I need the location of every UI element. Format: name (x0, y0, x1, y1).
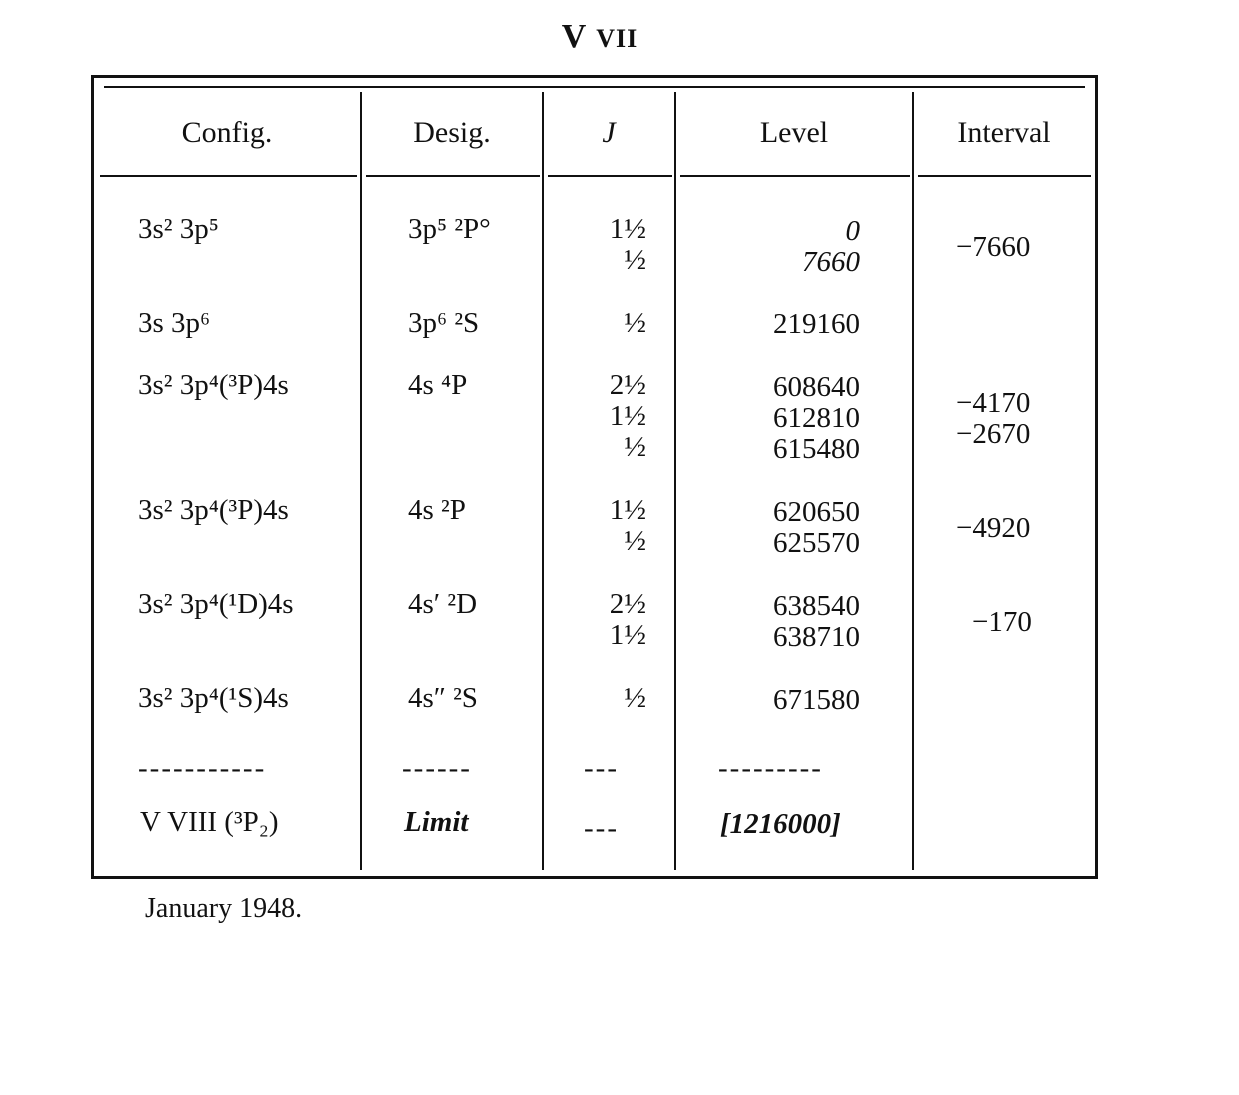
limit-label: Limit (404, 806, 469, 838)
j-cell: 1½ (609, 213, 646, 245)
header-rule (918, 175, 1091, 177)
level-table (91, 75, 1098, 879)
config-cell: 3s² 3p⁴(¹S)4s (138, 682, 289, 714)
config-cell: 3s² 3p⁵ (138, 213, 219, 245)
j-cell: 2½ (609, 588, 646, 620)
interval-cell: −2670 (956, 418, 1031, 450)
header-rule (100, 175, 357, 177)
j-cell: ½ (624, 682, 646, 714)
separator-dashes: --- (584, 752, 619, 784)
interval-cell: −170 (972, 606, 1032, 638)
config-cell: 3s² 3p⁴(³P)4s (138, 369, 289, 401)
level-cell: 219160 (773, 308, 860, 340)
interval-cell: −7660 (956, 231, 1031, 263)
desig-cell: 4s ⁴P (408, 369, 468, 401)
level-cell: 7660 (802, 246, 860, 278)
j-cell: 2½ (609, 369, 646, 401)
column-header-j: J (602, 116, 616, 149)
limit-j: --- (584, 812, 619, 844)
config-cell: 3s² 3p⁴(³P)4s (138, 494, 289, 526)
column-divider (912, 92, 914, 870)
desig-cell: 3p⁵ ²P° (408, 213, 491, 245)
date-footer: January 1948. (145, 893, 303, 924)
header-rule (680, 175, 910, 177)
j-cell: ½ (624, 431, 646, 463)
column-divider (360, 92, 362, 870)
separator-dashes: ------ (402, 752, 472, 784)
level-cell: 615480 (773, 433, 860, 465)
separator-dashes: ----------- (138, 752, 267, 784)
config-cell: 3s² 3p⁴(¹D)4s (138, 588, 294, 620)
j-cell: 1½ (609, 494, 646, 526)
column-header-interval: Interval (957, 116, 1051, 149)
limit-level: [1216000] (720, 808, 841, 840)
separator-dashes: --------- (718, 752, 823, 784)
level-cell: 671580 (773, 684, 860, 716)
level-cell: 638710 (773, 621, 860, 653)
limit-config: V VIII (³P₂) (140, 806, 279, 838)
column-header-config: Config. (181, 116, 273, 149)
desig-cell: 3p⁶ ²S (408, 307, 480, 339)
title-ion: VII (596, 24, 639, 53)
j-cell: 1½ (609, 400, 646, 432)
column-header-level: Level (759, 116, 829, 149)
level-cell: 620650 (773, 496, 860, 528)
level-cell: 608640 (773, 371, 860, 403)
level-cell: 0 (845, 215, 860, 247)
desig-cell: 4s″ ²S (408, 682, 478, 714)
interval-cell: −4170 (956, 387, 1031, 419)
table-top-rule (104, 86, 1085, 88)
column-divider (542, 92, 544, 870)
column-divider (674, 92, 676, 870)
config-cell: 3s 3p⁶ (138, 307, 211, 339)
level-cell: 638540 (773, 590, 860, 622)
j-cell: 1½ (609, 619, 646, 651)
interval-cell: −4920 (956, 512, 1031, 544)
page-title (0, 18, 1200, 56)
header-rule (366, 175, 540, 177)
j-cell: ½ (624, 244, 646, 276)
title-element: V (561, 18, 587, 55)
header-rule (548, 175, 672, 177)
j-cell: ½ (624, 307, 646, 339)
j-cell: ½ (624, 525, 646, 557)
desig-cell: 4s′ ²D (408, 588, 478, 620)
level-cell: 625570 (773, 527, 860, 559)
column-header-desig: Desig. (413, 116, 491, 149)
desig-cell: 4s ²P (408, 494, 466, 526)
level-cell: 612810 (773, 402, 860, 434)
